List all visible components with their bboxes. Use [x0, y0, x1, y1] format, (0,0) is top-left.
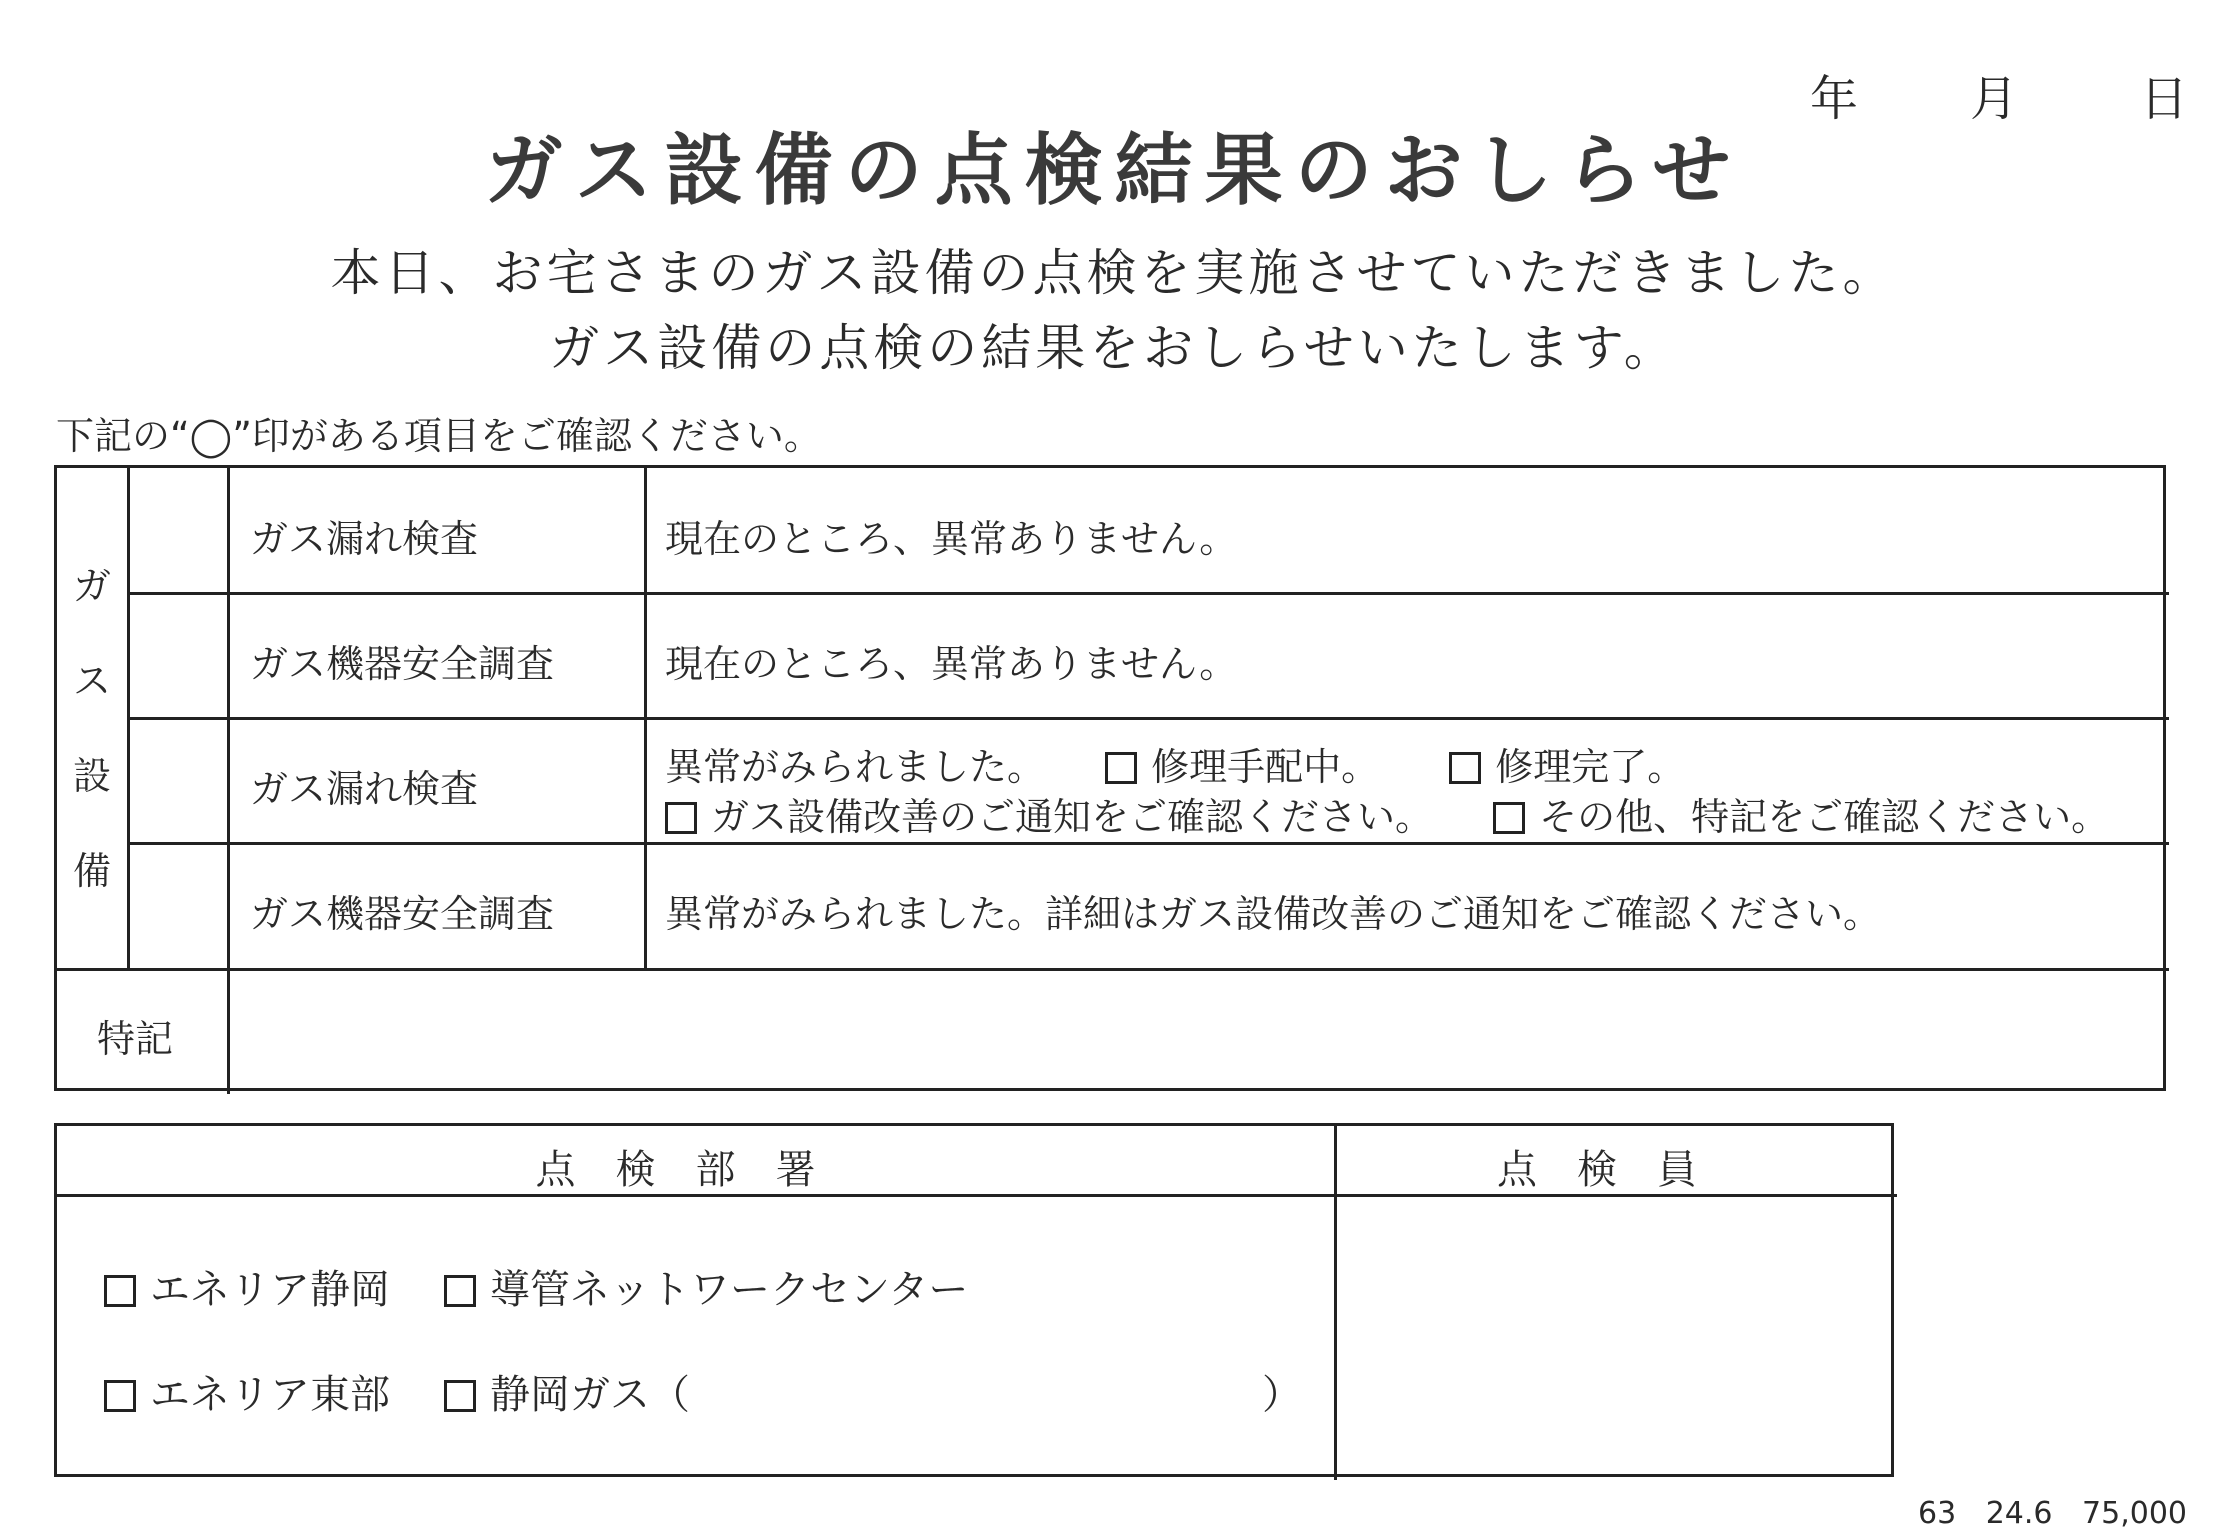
other-remarks-option[interactable]: [1493, 795, 2109, 839]
row3-result-line2: [665, 786, 2109, 841]
gas-section-label-char-3: 設: [72, 754, 111, 798]
row3-result-line1: [665, 736, 1685, 791]
other-remarks-label: その他、特記をご確認ください。: [1539, 795, 2110, 839]
dept-pipeline-center-label: 導管ネットワークセンター: [490, 1267, 969, 1313]
row1-result: 現在のところ、異常ありません。: [665, 517, 1238, 561]
inspection-results-table: [54, 465, 2166, 1091]
checkbox[interactable]: [665, 802, 697, 834]
row2-item: ガス機器安全調査: [250, 642, 555, 686]
dept-enelia-tobu[interactable]: [104, 1363, 390, 1420]
remarks-field[interactable]: [230, 971, 2166, 1091]
row-divider-1: [127, 592, 2169, 595]
remarks-label: 特記: [97, 1017, 174, 1061]
checkbox[interactable]: [104, 1380, 136, 1412]
checkbox[interactable]: [1449, 752, 1481, 784]
checkbox[interactable]: [104, 1275, 136, 1307]
form-code: 63 24.6 75,000: [1917, 1496, 2187, 1531]
shizuoka-gas-detail-field[interactable]: [707, 1358, 1247, 1414]
repair-arranging-label: 修理手配中。: [1151, 745, 1380, 789]
row1-item: ガス漏れ検査: [250, 517, 479, 561]
row4-item: ガス機器安全調査: [250, 892, 555, 936]
page-title: ガス設備の点検結果のおしらせ: [484, 126, 1743, 216]
date-month-label: 月: [1970, 71, 2019, 127]
gas-section-label-char-4: 備: [72, 849, 111, 893]
instruction-text: 下記の“◯”印がある項目をご確認ください。: [56, 414, 822, 458]
row4-result: 異常がみられました。詳細はガス設備改善のご通知をご確認ください。: [665, 892, 1882, 936]
dept-shizuoka-gas[interactable]: [444, 1363, 690, 1420]
dept-shizuoka-gas-label: 静岡ガス（: [490, 1372, 690, 1418]
inspector-field[interactable]: [1337, 1197, 1894, 1477]
checkbox[interactable]: [444, 1275, 476, 1307]
intro-line-2: ガス設備の点検の結果をおしらせいたします。: [549, 319, 1678, 377]
repair-complete-option[interactable]: [1449, 745, 1685, 789]
date-day-label: 日: [2140, 71, 2189, 127]
row3-result-text: 異常がみられました。: [665, 745, 1046, 789]
repair-complete-label: 修理完了。: [1495, 745, 1686, 789]
dept-header: 点検部署: [535, 1147, 856, 1193]
checkbox[interactable]: [444, 1380, 476, 1412]
dept-enelia-tobu-label: エネリア東部: [150, 1372, 390, 1418]
row3-item: ガス漏れ検査: [250, 767, 479, 811]
row-divider-3: [127, 842, 2169, 845]
improvement-notice-label: ガス設備改善のご通知をご確認ください。: [711, 795, 1434, 839]
dept-pipeline-center[interactable]: [444, 1258, 968, 1315]
dept-enelia-shizuoka[interactable]: [104, 1258, 390, 1315]
intro-line-1: 本日、お宅さまのガス設備の点検を実施させていただきました。: [330, 244, 1897, 302]
checkbox[interactable]: [1105, 752, 1137, 784]
date-year-label: 年: [1810, 71, 1859, 127]
row2-result: 現在のところ、異常ありません。: [665, 642, 1238, 686]
dept-enelia-shizuoka-label: エネリア静岡: [150, 1267, 390, 1313]
gas-section-label-char-2: ス: [72, 659, 111, 703]
gas-section-label-char-1: ガ: [72, 564, 111, 608]
row-divider-2: [127, 717, 2169, 720]
dept-shizuoka-gas-close: ）: [1262, 1372, 1302, 1418]
checkbox[interactable]: [1493, 802, 1525, 834]
repair-arranging-option[interactable]: [1105, 745, 1379, 789]
inspection-dept-table: [54, 1123, 1894, 1477]
inspector-header: 点検員: [1497, 1147, 1737, 1193]
improvement-notice-option[interactable]: [665, 795, 1433, 839]
